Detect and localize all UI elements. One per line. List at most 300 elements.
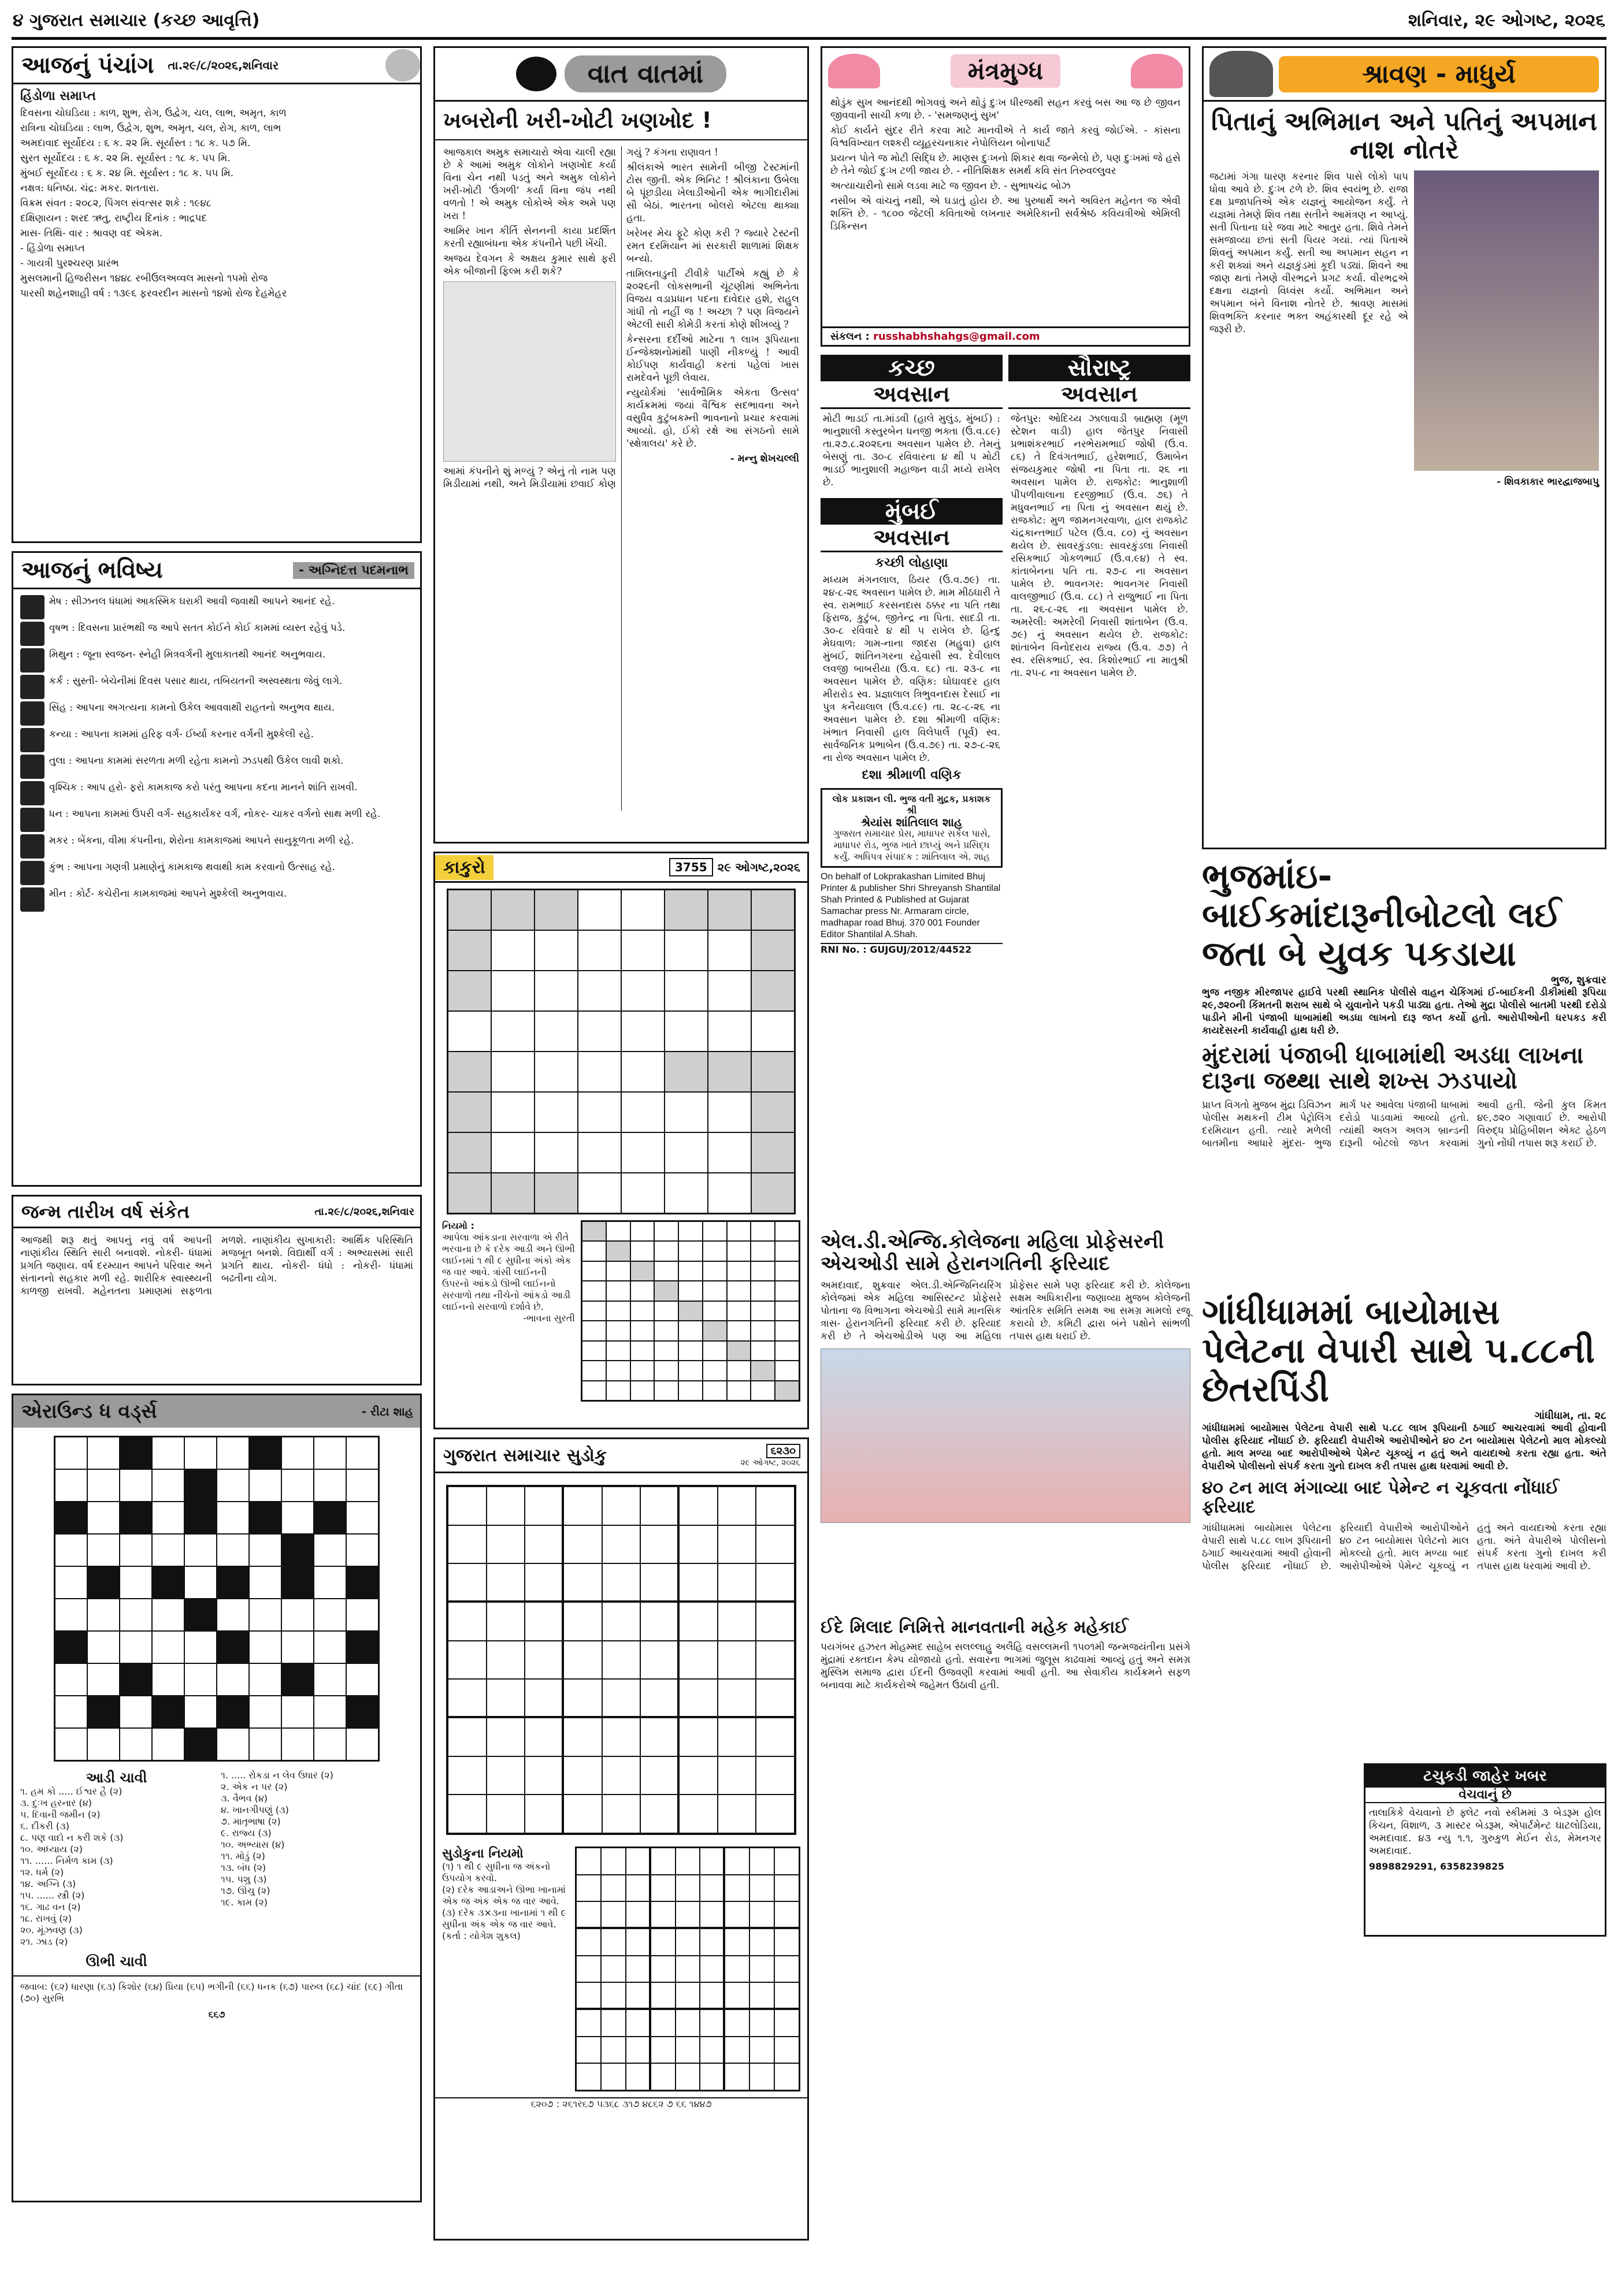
sudoku-cell — [576, 2037, 601, 2064]
sudoku-cell — [576, 2009, 601, 2037]
kakuro-cell[interactable] — [491, 1132, 535, 1173]
sudoku-cell[interactable] — [563, 1718, 602, 1756]
sudoku-cell — [749, 1901, 774, 1929]
kakuro-cell — [665, 890, 708, 930]
panchang-header — [13, 48, 420, 84]
kakuro-cell[interactable] — [535, 930, 578, 971]
crossword-cell[interactable] — [314, 1469, 346, 1502]
clue-item: ૧૫. પશુ (૩) — [221, 1874, 267, 1885]
avsan-left — [821, 355, 1003, 1221]
kakuro-example-cell — [751, 1381, 775, 1400]
mantra-section — [821, 46, 1190, 347]
sudoku-cell[interactable] — [487, 1602, 525, 1641]
crossword-cell[interactable] — [314, 1728, 346, 1760]
sudoku-cell[interactable] — [718, 1756, 756, 1795]
sudoku-cell[interactable] — [640, 1563, 679, 1602]
crossword-cell[interactable] — [120, 1534, 152, 1566]
kakuro-cell[interactable] — [621, 1092, 665, 1132]
sudoku-cell[interactable] — [640, 1795, 679, 1833]
sudoku-cell[interactable] — [563, 1795, 602, 1833]
kakuro-example-cell — [654, 1301, 678, 1321]
crossword-cell[interactable] — [55, 1663, 87, 1696]
sudoku-cell[interactable] — [640, 1525, 679, 1564]
sudoku-cell[interactable] — [718, 1487, 756, 1525]
across-clues — [20, 1786, 213, 1948]
kakuro-grid[interactable] — [447, 889, 796, 1214]
sudoku-cell[interactable] — [756, 1602, 795, 1641]
sudoku-cell[interactable] — [756, 1718, 795, 1756]
avsan-row — [821, 355, 1190, 1221]
kakuro-cell — [491, 1173, 535, 1213]
kakuro-cell[interactable] — [535, 1132, 578, 1173]
sudoku-cell[interactable] — [525, 1641, 563, 1680]
sudoku-cell[interactable] — [602, 1679, 641, 1718]
sudoku-cell[interactable] — [448, 1602, 487, 1641]
crossword-cell[interactable] — [249, 1469, 281, 1502]
crossword-cell[interactable] — [217, 1469, 249, 1502]
kakuro-cell[interactable] — [621, 1173, 665, 1213]
crossword-cell[interactable] — [217, 1534, 249, 1566]
kakuro-cell[interactable] — [751, 1011, 795, 1052]
crossword-cell[interactable] — [249, 1566, 281, 1599]
sudoku-cell[interactable] — [679, 1679, 718, 1718]
kakuro-cell — [751, 930, 795, 971]
kakuro-example-cell — [606, 1261, 630, 1281]
sudoku-cell[interactable] — [718, 1525, 756, 1564]
crossword-cell[interactable] — [120, 1631, 152, 1663]
crossword-cell[interactable] — [217, 1728, 249, 1760]
sudoku-date: ૨૯ ઓગષ્ટ, ૨૦૨૬ — [740, 1458, 800, 1467]
sudoku-cell[interactable] — [756, 1525, 795, 1564]
crossword-cell[interactable] — [152, 1534, 184, 1566]
sudoku-cell[interactable] — [640, 1641, 679, 1680]
crossword-cell[interactable] — [346, 1437, 378, 1469]
gandhidham-dateline: ગાંધીધામ, તા. ૨૮ — [1534, 1409, 1606, 1422]
crossword-cell[interactable] — [184, 1663, 217, 1696]
sudoku-cell — [676, 2009, 700, 2037]
crossword-cell[interactable] — [314, 1663, 346, 1696]
sudoku-cell[interactable] — [602, 1795, 641, 1833]
sudoku-cell — [749, 1982, 774, 2009]
sudoku-cell[interactable] — [640, 1602, 679, 1641]
kakuro-example-cell — [678, 1381, 703, 1400]
crossword-cell[interactable] — [87, 1469, 120, 1502]
kakuro-cell — [708, 1052, 751, 1092]
kakuro-example-cell — [630, 1241, 655, 1261]
sudoku-cell[interactable] — [602, 1602, 641, 1641]
kakuro-cell[interactable] — [535, 1011, 578, 1052]
bhavishya-title: આજનું ભવિષ્ય — [21, 557, 163, 584]
kakuro-cell[interactable] — [535, 1052, 578, 1092]
sudoku-cell[interactable] — [602, 1718, 641, 1756]
sudoku-cell[interactable] — [487, 1487, 525, 1525]
kakuro-cell[interactable] — [491, 1092, 535, 1132]
crossword-cell[interactable] — [249, 1534, 281, 1566]
crossword-cell[interactable] — [314, 1534, 346, 1566]
crossword-cell[interactable] — [249, 1696, 281, 1728]
kiss-icon — [516, 57, 556, 91]
sudoku-cell[interactable] — [448, 1795, 487, 1833]
kakuro-cell — [751, 1173, 795, 1213]
crossword-cell[interactable] — [87, 1534, 120, 1566]
panchang-lines: દિવસના ચોઘડિયા : કાળ, શુભ, રોગ, ઉદ્વેગ, ચલ, લાભ, અમૃત, કાળ રાત્રિના ચોઘડિયા : લાભ, ઉદ્વેગ, શુભ, અમૃત, ચલ, રોગ, કાળ, લાભ અમદાવાદ સૂર્યોદય : ૬ ક. ૨૨ મિ. સૂર્યાસ્ત : ૧૮ ક. ૫૭ મિ. સુરત સૂર્યોદય : ૬ ક. ૨૨ મિ. સૂર્યાસ્ત : ૧૮ ક. ૫૫ મિ. મુંબઈ સૂર્યોદય : ૬ ક. ૨૪ મિ. સૂર્યાસ્ત : ૧૮ ક. ૫૫ મિ. નક્ષત્ર: ધનિષ્ઠા. ચંદ્ર: મકર. શતતારા. વિક્રમ સંવત : ૨૦૮૨, પિંગલ સંવત્સર શકે : ૧૯૪૮ દક્ષિણાયન : શરદ ઋતુ, રાષ્ટ્રીય દિનાંક : ભાદ્રપદ માસ- તિથિ- વાર : શ્રાવણ વદ એકમ. - હિંડોળા સમાપ્ત - ગાયત્રી પુરશ્ચરણ પ્રારંભ મુસલમાની હિજરીસન ૧૪૪૮ રબીઉલઅવ્વલ માસનો ૧૫મો રોજ પારસી શહેનશાહી વર્ષ : ૧૩૯૬ ફરવરદીન માસનો ૧૪મો રોજ દેહમેહર — [20, 107, 287, 299]
mumbai-sub: અવસાન — [821, 525, 1003, 552]
sudoku-cell[interactable] — [525, 1718, 563, 1756]
sudoku-cell[interactable] — [563, 1756, 602, 1795]
sudoku-cell[interactable] — [525, 1756, 563, 1795]
kakuro-example-cell — [630, 1281, 655, 1301]
sudoku-cell[interactable] — [679, 1718, 718, 1756]
sudoku-section — [433, 1437, 809, 2241]
bhavishya-author: - અગ્નિદત્ત પદમનાભ — [293, 562, 414, 579]
kakuro-example-cell — [678, 1361, 703, 1380]
sudoku-cell[interactable] — [448, 1641, 487, 1680]
crossword-cell[interactable] — [120, 1599, 152, 1631]
crossword-cell[interactable] — [314, 1696, 346, 1728]
sudoku-cell — [601, 1848, 626, 1875]
crossword-cell[interactable] — [55, 1437, 87, 1469]
sudoku-cell[interactable] — [448, 1525, 487, 1564]
sudoku-cell — [676, 1901, 700, 1929]
crossword-cell[interactable] — [217, 1502, 249, 1534]
kakuro-example-cell — [751, 1361, 775, 1380]
sudoku-cell[interactable] — [718, 1641, 756, 1680]
kakuro-cell[interactable] — [621, 1052, 665, 1092]
sudoku-cell[interactable] — [718, 1563, 756, 1602]
sudoku-cell[interactable] — [563, 1525, 602, 1564]
crossword-cell[interactable] — [217, 1437, 249, 1469]
sudoku-cell[interactable] — [679, 1795, 718, 1833]
crossword-cell[interactable] — [217, 1663, 249, 1696]
kakuro-cell[interactable] — [578, 930, 621, 971]
crossword-cell[interactable] — [281, 1599, 314, 1631]
kakuro-cell[interactable] — [578, 1052, 621, 1092]
crossword-cell[interactable] — [152, 1631, 184, 1663]
sudoku-rules-title: સુડોકુના નિયમો — [442, 1847, 524, 1861]
crossword-cell[interactable] — [346, 1728, 378, 1760]
crossword-cell[interactable] — [120, 1469, 152, 1502]
crossword-cell[interactable] — [281, 1696, 314, 1728]
kakuro-cell[interactable] — [665, 1011, 708, 1052]
sudoku-cell[interactable] — [602, 1641, 641, 1680]
kakuro-cell[interactable] — [665, 1132, 708, 1173]
sudoku-cell — [774, 1929, 799, 1956]
crossword-cell[interactable] — [281, 1437, 314, 1469]
crossword-cell[interactable] — [55, 1728, 87, 1760]
crossword-cell[interactable] — [184, 1631, 217, 1663]
sudoku-cell[interactable] — [563, 1602, 602, 1641]
kakuro-cell[interactable] — [621, 890, 665, 930]
crossword-cell[interactable] — [281, 1502, 314, 1534]
sudoku-cell[interactable] — [640, 1718, 679, 1756]
shiva-illustration — [1414, 170, 1599, 471]
sudoku-cell[interactable] — [640, 1679, 679, 1718]
crossword-answers: જવાબ: (૬૨) ધારણા (૬૩) કિશોર (૬૪) પ્રિયા (૬૫) ભગીની (૬૬) ધનક (૬૭) પારુલ (૬૮) ચાંદ (૬૯) ગીતા (૭૦) સુરભિ — [13, 1975, 420, 2009]
crossword-cell[interactable] — [314, 1566, 346, 1599]
sudoku-cell[interactable] — [525, 1602, 563, 1641]
sudoku-cell[interactable] — [563, 1487, 602, 1525]
sudoku-cell[interactable] — [679, 1641, 718, 1680]
crossword-cell[interactable] — [184, 1696, 217, 1728]
crossword-cell[interactable] — [120, 1566, 152, 1599]
kakuro-example-cell — [727, 1321, 751, 1340]
crossword-cell[interactable] — [217, 1599, 249, 1631]
kakuro-cell[interactable] — [535, 1092, 578, 1132]
sudoku-cell — [601, 1982, 626, 2009]
crossword-cell[interactable] — [152, 1599, 184, 1631]
crossword-cell[interactable] — [55, 1566, 87, 1599]
mantra-email[interactable]: russhabhshahgs@gmail.com — [873, 330, 1040, 343]
crossword-cell[interactable] — [152, 1469, 184, 1502]
sudoku-cell — [676, 2037, 700, 2064]
sudoku-cell — [676, 1956, 700, 1983]
kakuro-example-cell — [606, 1281, 630, 1301]
crossword-cell[interactable] — [346, 1599, 378, 1631]
sudoku-cell — [700, 1956, 725, 1983]
janma-section — [12, 1195, 422, 1385]
kakuro-rules-title: નિયમો : — [442, 1220, 474, 1231]
crossword-cell[interactable] — [55, 1534, 87, 1566]
crossword-cell[interactable] — [55, 1469, 87, 1502]
sudoku-cell[interactable] — [756, 1756, 795, 1795]
event-photo — [821, 1348, 1190, 1523]
crossword-cell[interactable] — [87, 1437, 120, 1469]
crossword-cell[interactable] — [281, 1469, 314, 1502]
crossword-cell[interactable] — [281, 1728, 314, 1760]
kakuro-example-cell — [582, 1301, 606, 1321]
sudoku-cell[interactable] — [679, 1602, 718, 1641]
sudoku-cell — [601, 1875, 626, 1902]
kakuro-example-cell — [775, 1261, 799, 1281]
kakuro-cell[interactable] — [708, 1132, 751, 1173]
sudoku-cell[interactable] — [448, 1563, 487, 1602]
crossword-cell[interactable] — [184, 1534, 217, 1566]
sudoku-cell — [576, 1929, 601, 1956]
crossword-cell — [55, 1631, 87, 1663]
sudoku-cell[interactable] — [640, 1487, 679, 1525]
crossword-cell[interactable] — [346, 1534, 378, 1566]
crossword-cell[interactable] — [152, 1437, 184, 1469]
vaat-title: વાત વાતમાં — [565, 55, 727, 92]
kakuro-example-cell — [582, 1241, 606, 1261]
crossword-cell[interactable] — [87, 1599, 120, 1631]
kakuro-cell[interactable] — [578, 1011, 621, 1052]
sudoku-cell[interactable] — [679, 1756, 718, 1795]
page-header-right: શનિવાર, ૨૯ ઓગષ્ટ, ૨૦૨૬ — [1408, 10, 1605, 31]
kakuro-cell[interactable] — [491, 971, 535, 1011]
sudoku-cell[interactable] — [718, 1718, 756, 1756]
sudoku-cell[interactable] — [448, 1487, 487, 1525]
sudoku-cell[interactable] — [679, 1563, 718, 1602]
sudoku-cell — [676, 1929, 700, 1956]
kakuro-cell — [535, 890, 578, 930]
kakuro-cell[interactable] — [708, 1011, 751, 1052]
kakuro-cell[interactable] — [621, 930, 665, 971]
sudoku-cell[interactable] — [756, 1563, 795, 1602]
sudoku-cell[interactable] — [718, 1679, 756, 1718]
sudoku-cell[interactable] — [563, 1679, 602, 1718]
crossword-cell[interactable] — [281, 1631, 314, 1663]
lok-box: લોક પ્રકાશન લી. ભુજ વતી મુદ્રક, પ્રકાશક શ્રી શ્રેયાંસ શાંતિલાલ શાહ ગુજરાત સમાચાર પ્રેસ, માધાપર સર્કલ પાસે, માધાપર રોડ, ભુજ ખાતે છાપ્યું અને પ્રસિદ્ધ કર્યું. અધિપત્ર સંપાદક : શાંતિલાલ એ. શાહ — [821, 788, 1003, 868]
crossword-cell[interactable] — [249, 1728, 281, 1760]
sudoku-grid[interactable] — [446, 1485, 796, 1835]
crossword-cell[interactable] — [152, 1502, 184, 1534]
mantra-header — [822, 48, 1189, 94]
kakuro-cell[interactable] — [708, 1173, 751, 1213]
crossword-cell[interactable] — [249, 1631, 281, 1663]
kakuro-cell[interactable] — [708, 971, 751, 1011]
page-header-left: ૪ ગુજરાત સમાચાર (કચ્છ આવૃત્તિ) — [13, 10, 260, 31]
kakuro-cell[interactable] — [665, 1173, 708, 1213]
lok-en: On behalf of Lokprakashan Limited Bhuj Printer & publisher Shri Shreyansh Shantilal Shah Printed & Published at Gujarat Samachar press Nr. Armaram circle, madhapar road Bhuj. 370 001 Founder Editor Shantilal A.Shah. — [821, 872, 1001, 939]
kakuro-cell[interactable] — [491, 1052, 535, 1092]
kakuro-example-cell — [703, 1241, 727, 1261]
sudoku-cell[interactable] — [487, 1641, 525, 1680]
sudoku-cell[interactable] — [487, 1563, 525, 1602]
sudoku-cell — [626, 1956, 651, 1983]
sudoku-cell[interactable] — [525, 1679, 563, 1718]
kakuro-example-cell — [654, 1321, 678, 1340]
sudoku-cell[interactable] — [640, 1756, 679, 1795]
kakuro-example-cell — [678, 1281, 703, 1301]
janma-header — [13, 1197, 420, 1228]
clue-item: ૫. દિવાની જમીન (૨) — [20, 1809, 101, 1820]
kakuro-cell — [751, 971, 795, 1011]
kakuro-number: 3755 — [669, 858, 713, 876]
sudoku-cell[interactable] — [525, 1487, 563, 1525]
mumbai-text: મધ્યમ મંગનલાલ, ઠિયર (ઉ.વ.૭૯) તા. ૨૪-૮-૨૬ અવસાન પામેલ છે. મામ મીઠઘારી તે સ્વ. રામભાઈ કરસનદાસ ઠક્કર ના પતિ તથા ફિરાજ, કુટુંબ, જીતેન્દ્ર ના પિતા. સાદડી તા. ૩૦-૮ રવિવારે ૪ થી ૫ રાખેલ છે. હિન્દુ મેઘવાળ: ગામ-નાના જાદરા (મહુવા) હાલ મુંબઈ, શાંતિનગરના રહેવાસી સ્વ. દેવીલાલ લવજી બાબરીયા (ઉ.વ. ૬૮) તા. ૨૩-૮ ના અવસાન પામેલ છે. વણિક: ઘોઘાવદર હાલ મીરારોડ સ્વ. પ્રજ્ઞાલાલ ત્રિભુવનદાસ દેસાઈ ના પુત્ર કનૈયાલાલ (ઉ.વ.૮૯) તા. ૨૮-૮-૨૬ ના અવસાન પામેલ છે. દશા શ્રીમાળી વણિક: ખંભાત નિવાસી હાલ વિલેપાર્લે (પૂર્વ) સ્વ. સાર્વજનિક પ્રભાબેન (ઉ.વ.૭૯) તા. ૨૭-૮-૨૬ ના રોજ અવસાન પામેલ છે. — [823, 574, 1000, 764]
kakuro-cell[interactable] — [578, 1173, 621, 1213]
sudoku-cell — [774, 2063, 799, 2090]
ld-headline: એલ.ડી.એન્જિ.કોલેજના મહિલા પ્રોફેસરની એચઓડી સામે હેરાનગતિની ફરિયાદ — [821, 1230, 1164, 1276]
kakuro-cell[interactable] — [621, 1011, 665, 1052]
kakuro-cell[interactable] — [621, 1132, 665, 1173]
sudoku-cell[interactable] — [756, 1795, 795, 1833]
crossword-cell[interactable] — [87, 1663, 120, 1696]
sudoku-cell[interactable] — [448, 1756, 487, 1795]
sudoku-cell[interactable] — [602, 1563, 641, 1602]
sudoku-cell[interactable] — [602, 1756, 641, 1795]
crossword-cell[interactable] — [184, 1437, 217, 1469]
saurashtra-text: જેતપુર: ઓદિચ્ય ઝાલાવાડી બ્રાહ્મણ (મૂળ સ્ટેશન વાડી) હાલ જેતપુર નિવાસી પ્રભાશંકરભાઈ નરભેરામભાઈ જોષી (ઉ.વ. ૮૬) તે દિવંગતભાઈ, હરેશભાઈ, ઉમાબેન સંજયકુમાર જોષી ના પિતા તા. ૨૬ ના અવસાન પામેલ છે. રાજકોટ: ભાનુશાળી પીપળીવાલાના દરજીભાઈ (ઉ.વ. ૭૬) તે મધુવનભાઈ ના પિતા નું અવસાન થયું છે. રાજકોટ: મુળ જામનગરવાળા, હાલ રાજકોટ ચંદ્રકાન્તભાઈ પટેલ (ઉ.વ. ૮૦) નું અવસાન થયેલ છે. સાવરકુંડલા: સાવરકુંડલા નિવાસી રસિકભાઈ ગોકળભાઈ (ઉ.વ.૯૪) તે સ્વ. કાંતાબેનના પતિ તા. ૨૭-૮ ના અવસાન પામેલ છે. ભાવનગર: ભાવનગર નિવાસી વાલજીભાઈ (ઉ.વ. ૮૮) તે રાજુભાઈ ના પિતા તા. ૨૬-૮-૨૬ ના અવસાન પામેલ છે. અમરેલી: અમરેલી નિવાસી શાંતાબેન (ઉ.વ. ૭૯) નું અવસાન થયેલ છે. રાજકોટ: શાંતાબેન વિનોદરાય રાજ્ય (ઉ.વ. ૭૭) તે સ્વ. રસિકભાઈ, સ્વ. કિશોરભાઈ ના માતુશ્રી તા. ૨૫-૮ ના અવસાન પામેલ છે. — [1011, 413, 1188, 679]
sudoku-cell[interactable] — [487, 1525, 525, 1564]
crossword-cell — [217, 1631, 249, 1663]
kakuro-cell[interactable] — [578, 1132, 621, 1173]
kakuro-example-cell — [678, 1341, 703, 1361]
kakuro-example-cell — [703, 1261, 727, 1281]
sudoku-cell[interactable] — [448, 1718, 487, 1756]
crossword-cell[interactable] — [152, 1728, 184, 1760]
crossword-grid[interactable] — [54, 1436, 380, 1762]
crossword-cell — [152, 1696, 184, 1728]
sudoku-cell — [601, 1929, 626, 1956]
sudoku-cell[interactable] — [679, 1525, 718, 1564]
sudoku-cell — [774, 1982, 799, 2009]
sudoku-cell[interactable] — [679, 1487, 718, 1525]
sudoku-cell[interactable] — [756, 1487, 795, 1525]
crossword-cell[interactable] — [120, 1728, 152, 1760]
crossword-cell[interactable] — [55, 1696, 87, 1728]
crossword-cell[interactable] — [346, 1502, 378, 1534]
crossword-cell[interactable] — [249, 1599, 281, 1631]
crossword-cell[interactable] — [87, 1631, 120, 1663]
kakuro-cell — [751, 1052, 795, 1092]
sudoku-cell[interactable] — [487, 1756, 525, 1795]
kakuro-cell[interactable] — [578, 971, 621, 1011]
crossword-cell[interactable] — [184, 1566, 217, 1599]
sudoku-cell — [651, 1929, 676, 1956]
sudoku-cell — [626, 2063, 651, 2090]
kakuro-cell[interactable] — [578, 1092, 621, 1132]
sudoku-cell[interactable] — [487, 1679, 525, 1718]
sudoku-cell[interactable] — [756, 1641, 795, 1680]
crossword-cell[interactable] — [120, 1696, 152, 1728]
sudoku-cell[interactable] — [718, 1795, 756, 1833]
crossword-cell[interactable] — [55, 1599, 87, 1631]
kakuro-example-cell — [727, 1261, 751, 1281]
sudoku-cell[interactable] — [602, 1525, 641, 1564]
crossword-cell[interactable] — [314, 1437, 346, 1469]
kakuro-cell[interactable] — [665, 971, 708, 1011]
crossword-cell[interactable] — [87, 1728, 120, 1760]
sudoku-cell — [651, 2037, 676, 2064]
crossword-header — [13, 1395, 420, 1428]
kakuro-cell[interactable] — [708, 930, 751, 971]
gandhidham-lead: ગાંધીધામમાં બાયોમાસ પેલેટના વેપારી સાથે ૫.૮૮ લાખ રૂપિયાની ઠગાઈ આચરવામાં આવી હોવાની પોલીસ ફરિયાદ નોંધાઈ છે. ફરિયાદી વેપારીએ આરોપીઓને ૪૦ ટન બાયોમાસ પેલેટનો માલ મોકલ્યો હતો. માલ મળ્યા બાદ આરોપીઓએ પેમેન્ટ ચૂકવ્યું ન હતું અને વાયદાઓ કરતા રહ્યા હતા. અંતે વેપારીએ પોલીસનો સંપર્ક કરતા ગુનો દાખલ કરી તપાસ હાથ ધરવામાં આવી છે. — [1202, 1422, 1606, 1472]
sudoku-cell — [601, 1956, 626, 1983]
kakuro-cell — [448, 1173, 491, 1213]
sudoku-cell[interactable] — [525, 1563, 563, 1602]
crossword-cell[interactable] — [87, 1502, 120, 1534]
sudoku-cell[interactable] — [448, 1679, 487, 1718]
kakuro-cell[interactable] — [491, 930, 535, 971]
kakuro-example-cell — [751, 1281, 775, 1301]
sudoku-cell[interactable] — [718, 1602, 756, 1641]
sudoku-cell[interactable] — [563, 1563, 602, 1602]
sudoku-cell — [601, 2037, 626, 2064]
crossword-cell[interactable] — [314, 1599, 346, 1631]
crossword-cell[interactable] — [152, 1663, 184, 1696]
kakuro-cell[interactable] — [448, 1011, 491, 1052]
sudoku-cell[interactable] — [487, 1718, 525, 1756]
sudoku-title: ગુજરાત સમાચાર સુડોકુ — [443, 1445, 607, 1466]
crossword-cell[interactable] — [314, 1631, 346, 1663]
kakuro-cell[interactable] — [621, 971, 665, 1011]
crossword-cell[interactable] — [346, 1663, 378, 1696]
kakuro-example-cell — [751, 1221, 775, 1241]
sudoku-cell[interactable] — [487, 1795, 525, 1833]
sudoku-cell[interactable] — [756, 1679, 795, 1718]
kakuro-cell — [448, 890, 491, 930]
kakuro-cell[interactable] — [665, 930, 708, 971]
bhavishya-section — [12, 551, 422, 1187]
kakuro-cell[interactable] — [491, 1011, 535, 1052]
sudoku-cell[interactable] — [563, 1641, 602, 1680]
kakuro-cell[interactable] — [665, 1092, 708, 1132]
crossword-cell[interactable] — [249, 1663, 281, 1696]
sudoku-cell[interactable] — [602, 1487, 641, 1525]
crossword-cell — [249, 1502, 281, 1534]
kakuro-cell[interactable] — [578, 890, 621, 930]
kakuro-cell — [751, 1092, 795, 1132]
sudoku-cell[interactable] — [525, 1525, 563, 1564]
kakuro-example-cell — [582, 1381, 606, 1400]
sudoku-cell[interactable] — [525, 1795, 563, 1833]
kakuro-cell[interactable] — [535, 971, 578, 1011]
kakuro-example-cell — [775, 1321, 799, 1340]
kakuro-cell[interactable] — [708, 1092, 751, 1132]
crossword-cell[interactable] — [346, 1469, 378, 1502]
